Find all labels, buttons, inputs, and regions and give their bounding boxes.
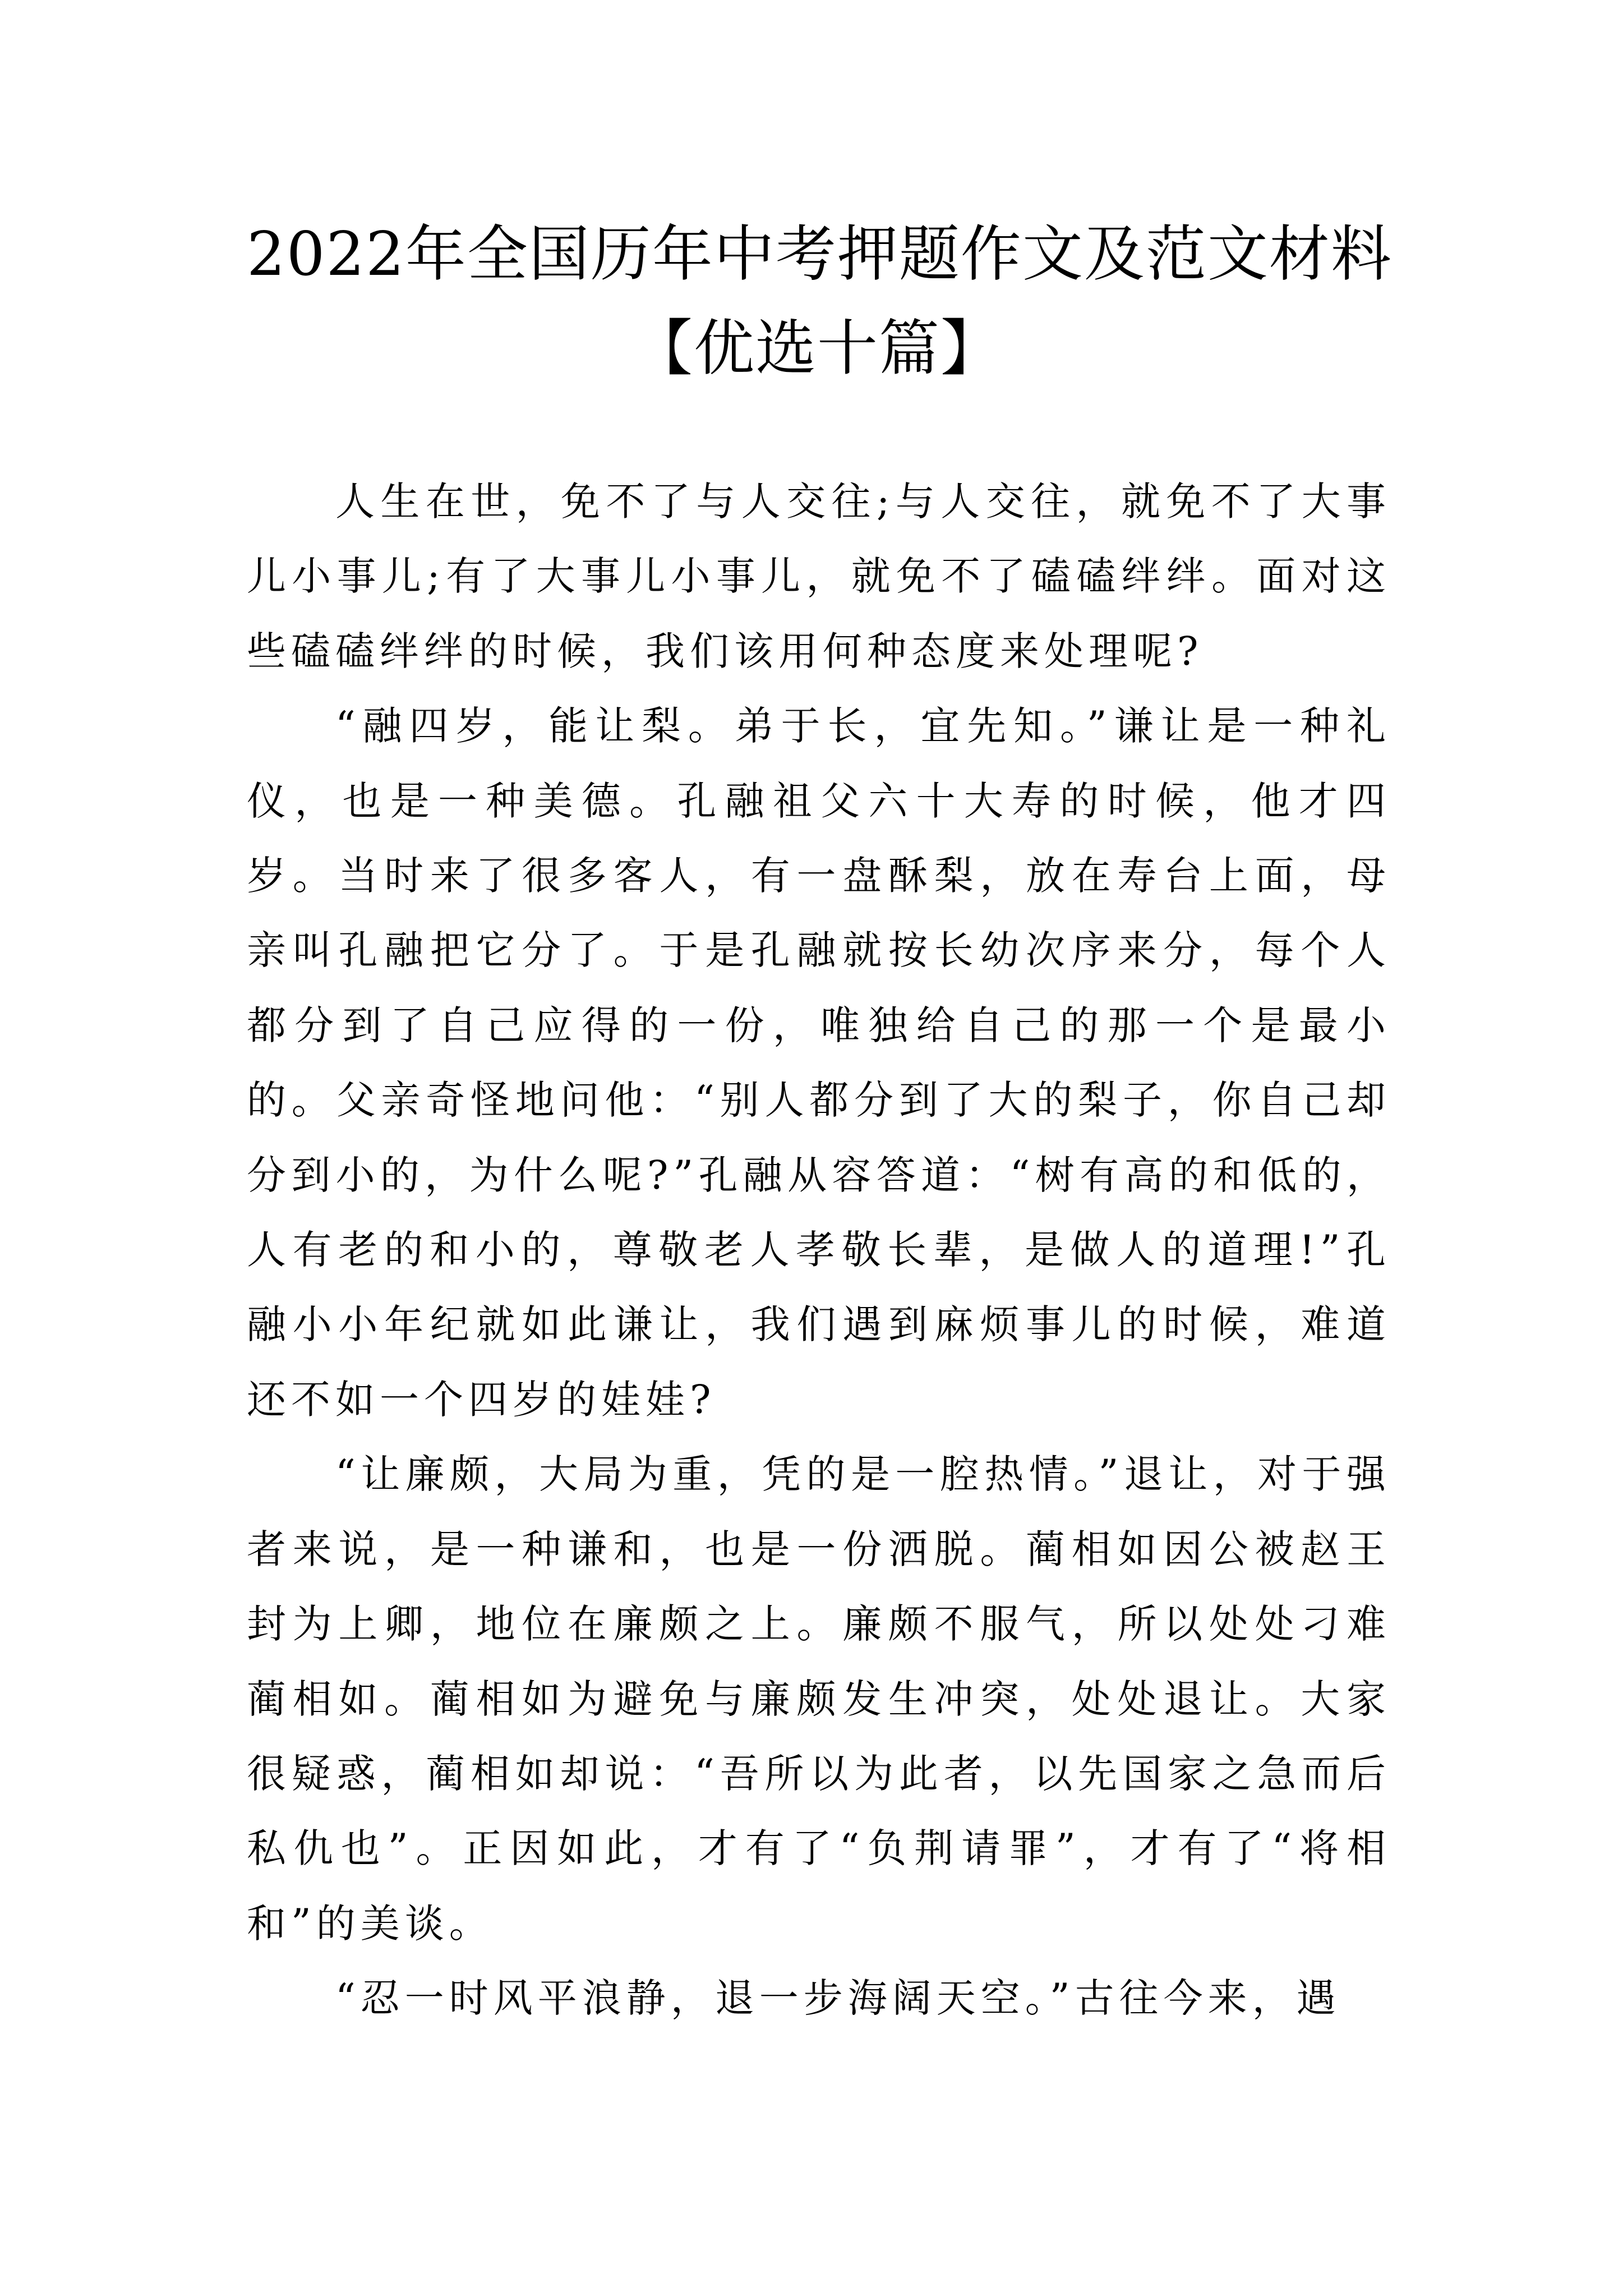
title-line-2: 【优选十篇】 — [631, 314, 1002, 384]
document-body — [247, 464, 1391, 2036]
paragraph-lianpo: “让廉颇，大局为重，凭的是一腔热情。”退让，对于强者来说，是一种谦和，也是一份洒脱。蔺相如因公被赵王封为上卿，地位在廉颇之上。廉颇不服气，所以处处刁难蔺相如。蔺相如为避免与廉颇发生冲突，处处退让。大家很疑惑，蔺相如却说：“吾所以为此者，以先国家之急而后私仇也”。正因如此，才有了“负荆请罪”，才有了“将相和”的美谈。 — [247, 1451, 1391, 1947]
paragraph-intro: 人生在世，免不了与人交往;与人交往，就免不了大事儿小事儿;有了大事儿小事儿，就免不了磕磕绊绊。面对这些磕磕绊绊的时候，我们该用何种态度来处理呢? — [247, 478, 1391, 674]
title-line-1: 2022年全国历年中考押题作文及范文材料 — [247, 219, 1393, 289]
document-title — [247, 208, 1393, 396]
paragraph-kongrong: “融四岁，能让梨。弟于长，宜先知。”谦让是一种礼仪，也是一种美德。孔融祖父六十大寿的时候，他才四岁。当时来了很多客人，有一盘酥梨，放在寿台上面，母亲叫孔融把它分了。于是孔融就按长幼次序来分，每个人都分到了自己应得的一份，唯独给自己的那一个是最小的。父亲奇怪地问他：“别人都分到了大的梨子，你自己却分到小的，为什么呢?”孔融从容答道：“树有高的和低的，人有老的和小的，尊敬老人孝敬长辈，是做人的道理!”孔融小小年纪就如此谦让，我们遇到麻烦事儿的时候，难道还不如一个四岁的娃娃? — [247, 703, 1391, 1423]
paragraph-patience: “忍一时风平浪静，退一步海阔天空。”古往今来，遇 — [335, 1975, 1341, 2022]
